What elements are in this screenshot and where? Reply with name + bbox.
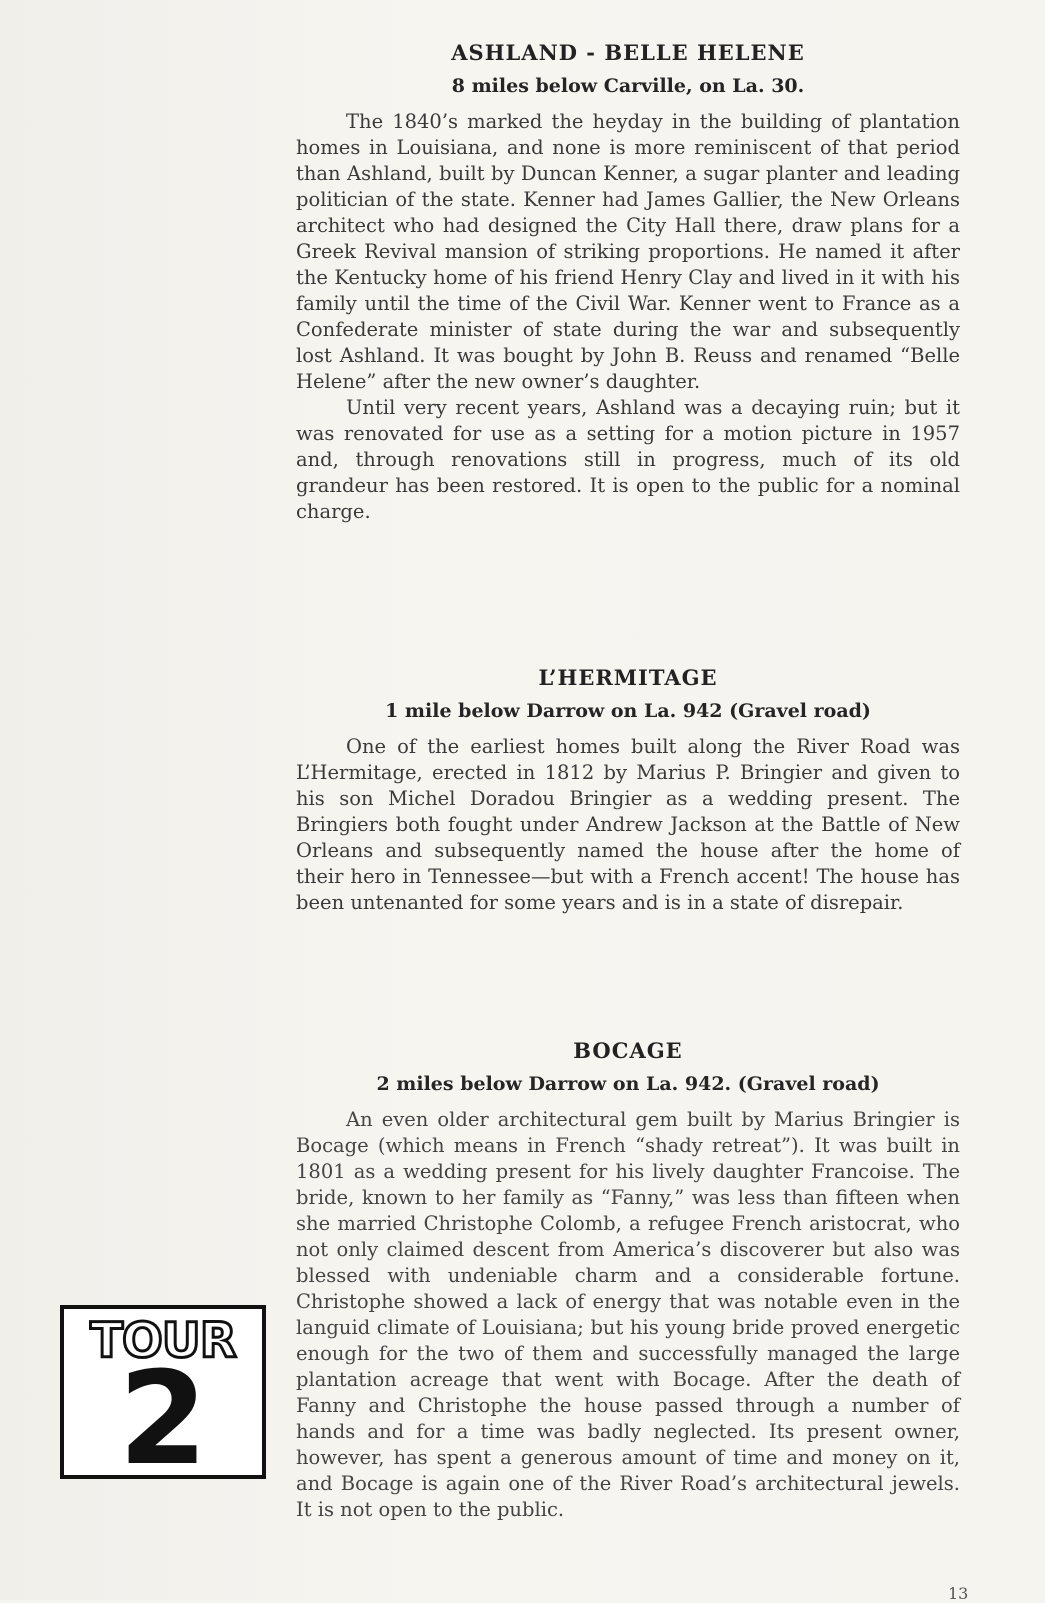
ashland-location: 8 miles below Carville, on La. 30. <box>451 75 805 97</box>
ashland-section <box>296 40 960 525</box>
tour-2-logo <box>60 1305 266 1494</box>
bocage-title: BOCAGE <box>573 1038 683 1063</box>
hermitage-location: 1 mile below Darrow on La. 942 (Gravel road) <box>385 700 871 722</box>
ashland-title: ASHLAND - BELLE HELENE <box>451 40 805 65</box>
ashland-paragraph-1: The 1840’s marked the heyday in the building of plantation homes in Louisiana, and none is more reminiscent of that period than Ashland, built by Duncan Kenner, a sugar planter and leading politician of the state. Kenner had James Gallier, the New Orleans architect who had designed the City Hall there, draw plans for a Greek Revival mansion of striking proportions. He named it after the Kentucky home of his friend Henry Clay and lived in it with his family until the time of the Civil War. Kenner went to France as a Confederate minister of state during the war and subsequently lost Ashland. It was bought by John B. Reuss and renamed “Belle Helene” after the new owner’s daughter. <box>296 110 960 393</box>
hermitage-paragraph-1: One of the earliest homes built along the River Road was L’Hermitage, erected in 1812 by Marius P. Bringier and given to his son Michel Doradou Bringier as a wedding present. The Bringiers both fought under Andrew Jackson at the Battle of New Orleans and subsequently named the house after the home of their hero in Tennessee—but with a French accent! The house has been untenanted for some years and is in a state of disrepair. <box>296 735 960 914</box>
tour-logo-word: TOUR <box>90 1313 236 1369</box>
bocage-section <box>296 1038 960 1523</box>
bocage-location: 2 miles below Darrow on La. 942. (Gravel road) <box>376 1073 880 1095</box>
hermitage-title: L’HERMITAGE <box>538 665 718 690</box>
ashland-paragraph-2: Until very recent years, Ashland was a decaying ruin; but it was renovated for use as a setting for a motion picture in 1957 and, through renovations still in progress, much of its old grandeur has been restored. It is open to the public for a nominal charge. <box>296 396 960 523</box>
page-number: 13 <box>948 1584 969 1603</box>
tour-logo-number: 2 <box>118 1345 208 1494</box>
bocage-paragraph-1: An even older architectural gem built by Marius Bringier is Bocage (which means in French “shady retreat”). It was built in 1801 as a wedding present for his lively daughter Francoise. The bride, known to her family as “Fanny,” was less than fifteen when she married Christophe Colomb, a refugee French aristocrat, who not only claimed descent from America’s discoverer but also was blessed with undeniable charm and a considerable fortune. Christophe showed a lack of energy that was notable even in the languid climate of Louisiana; but his young bride proved energetic enough for the two of them and successfully managed the large plantation acreage that went with Bocage. After the death of Fanny and Christophe the house passed through a number of hands and for a time was badly neglected. Its present owner, however, has spent a generous amount of time and money on it, and Bocage is again one of the River Road’s architectural jewels. It is not open to the public. <box>296 1108 960 1521</box>
hermitage-section <box>296 665 960 916</box>
